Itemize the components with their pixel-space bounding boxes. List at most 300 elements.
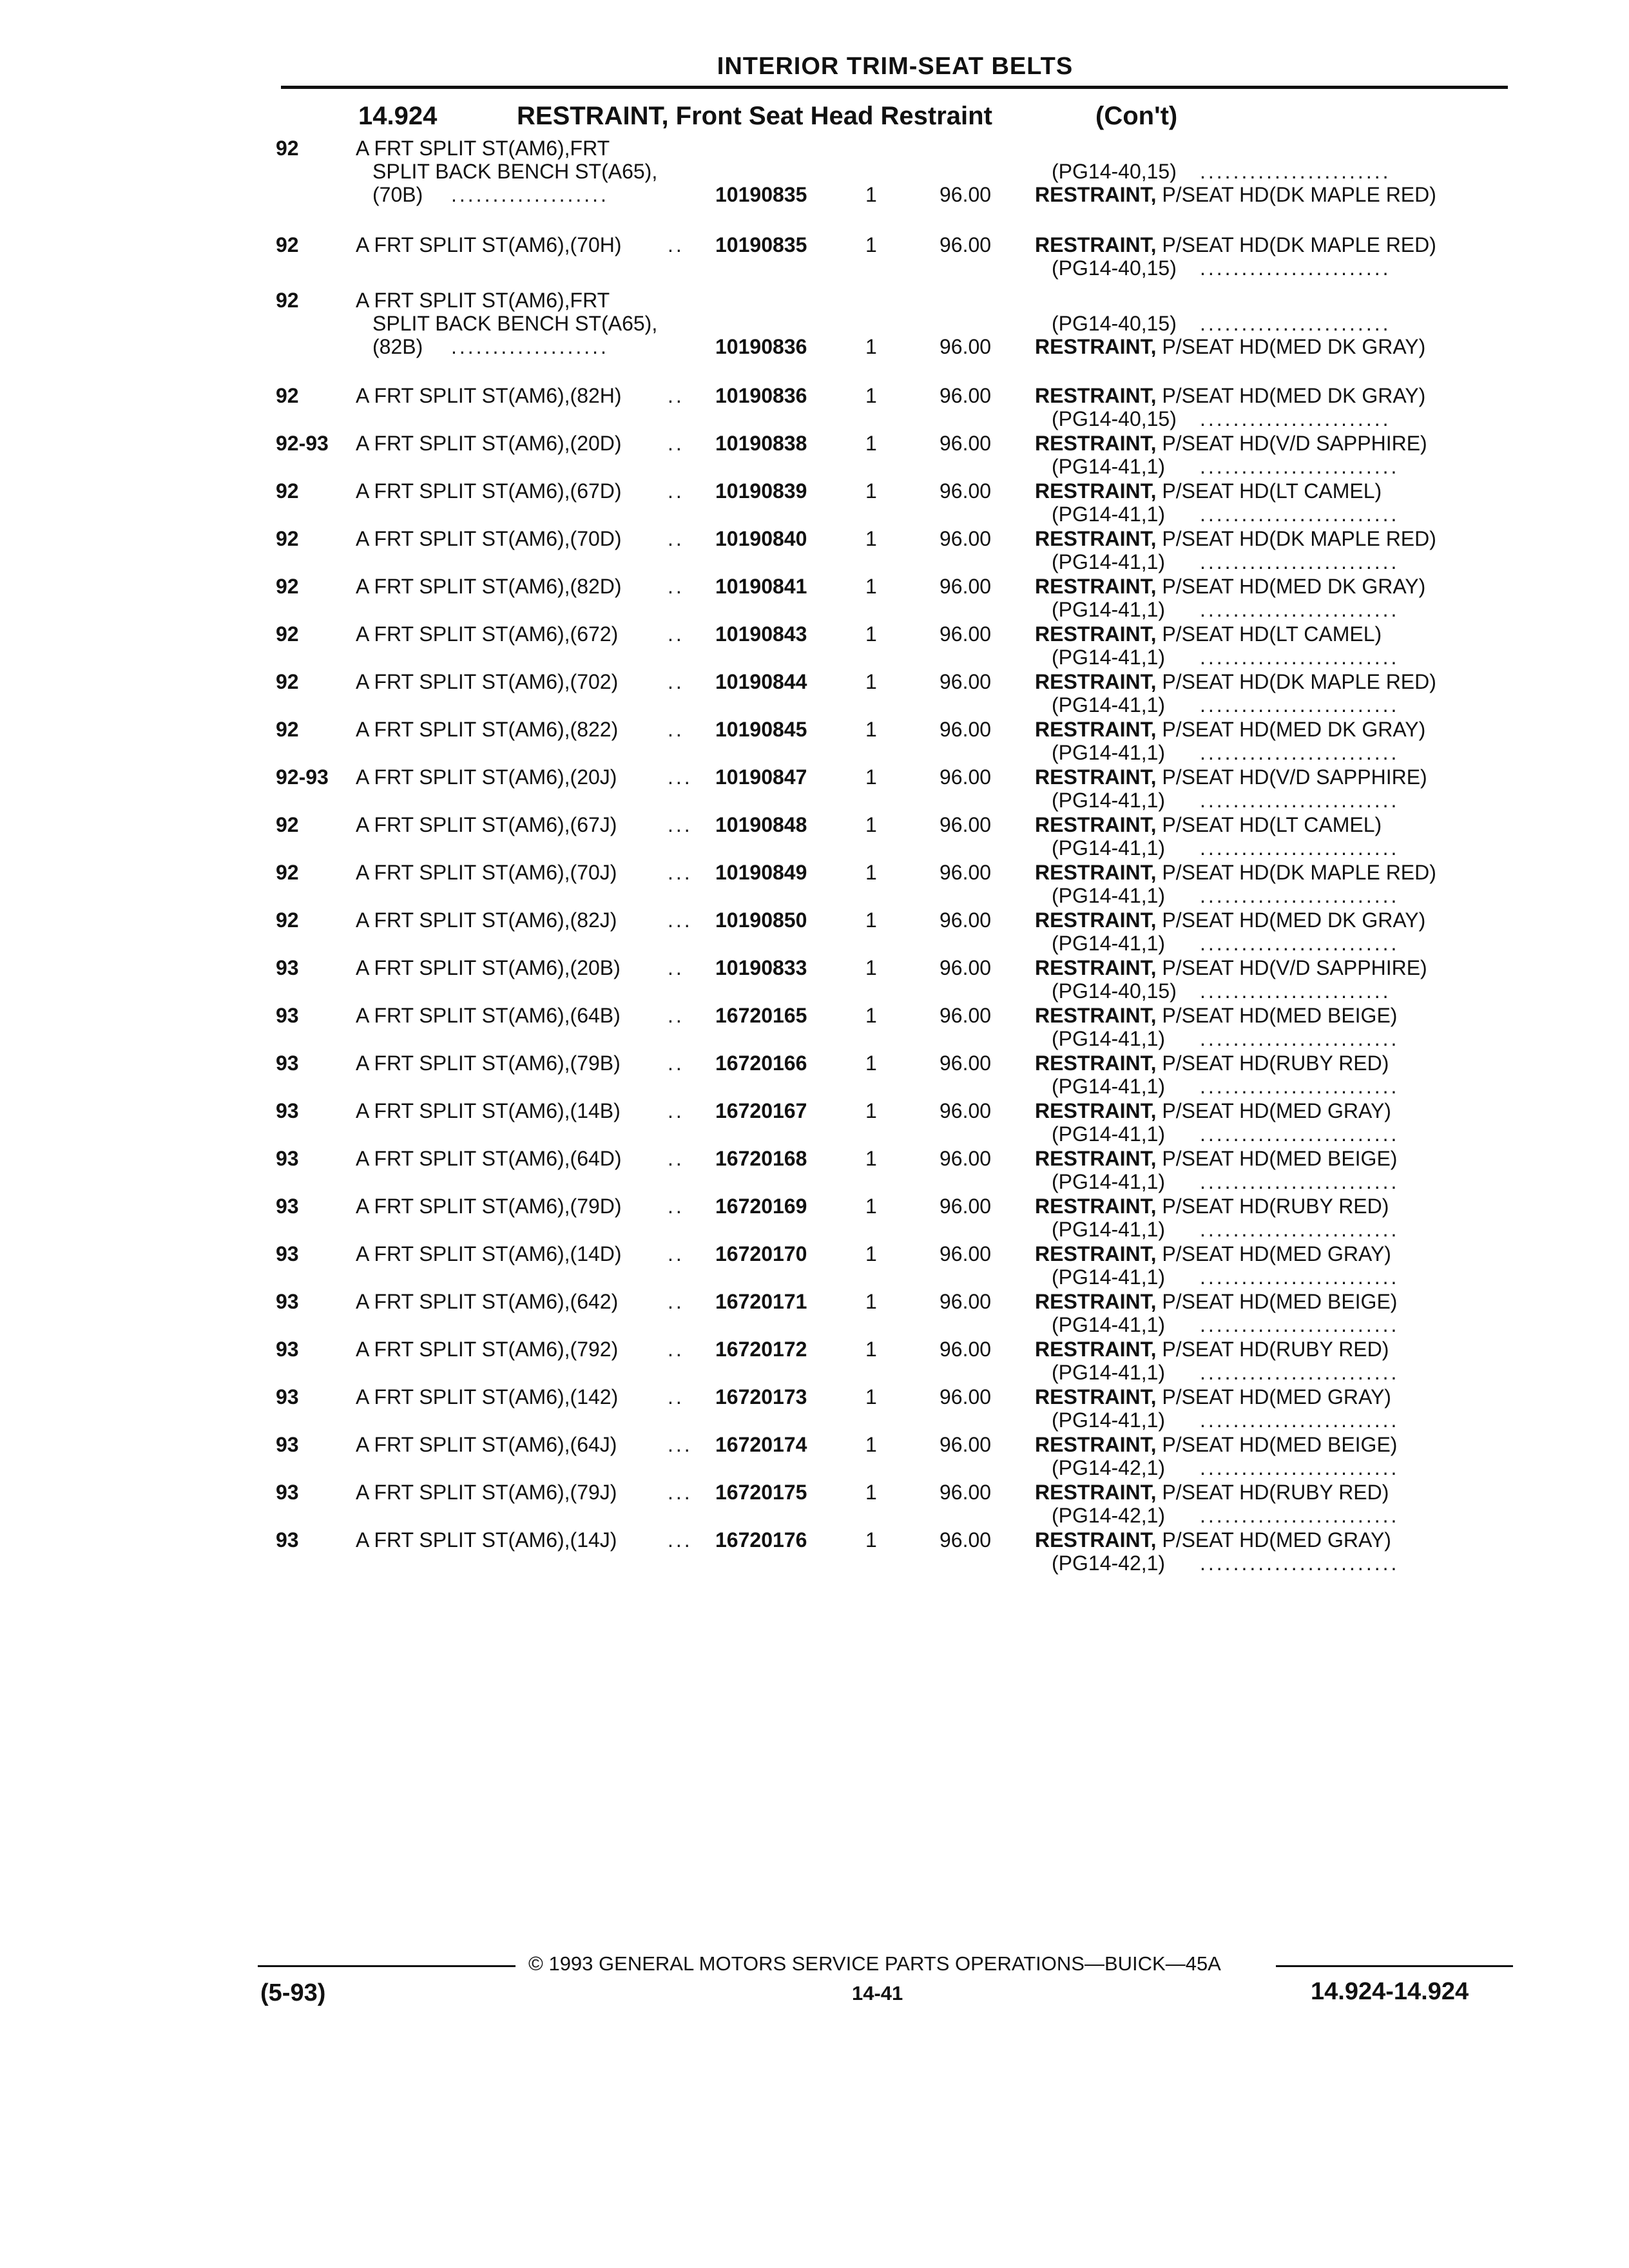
restraint-description [1035,335,1425,359]
part-description: A FRT SPLIT ST(AM6),(70J) [356,861,617,884]
dot-leader: ........................ [1200,741,1400,764]
part-number: 16720166 [715,1052,807,1075]
restraint-detail: P/SEAT HD(LT CAMEL) [1156,622,1382,646]
dot-leader: .. [668,432,684,455]
dot-leader: ... [668,1433,693,1456]
price: 96.00 [940,1338,992,1361]
page-reference: (PG14-40,15) [1052,407,1177,430]
dot-leader: ........................ [1200,1313,1400,1336]
dot-leader: ........................ [1200,455,1400,478]
part-number: 16720173 [715,1385,807,1408]
page-reference: (PG14-41,1) [1052,884,1166,907]
restraint-detail: P/SEAT HD(MED BEIGE) [1156,1290,1398,1313]
restraint-label: RESTRAINT, [1035,1242,1157,1265]
restraint-description [1035,384,1425,408]
page-reference: (PG14-40,15) [1052,160,1177,183]
table-row [0,575,1629,622]
part-number: 10190849 [715,861,807,884]
restraint-description [1035,1433,1397,1457]
dot-leader: .. [668,1099,684,1122]
restraint-description [1035,432,1427,456]
restraint-label: RESTRAINT, [1035,1385,1157,1408]
dot-leader: ........................ [1200,789,1400,812]
table-row [0,1242,1629,1290]
restraint-description [1035,765,1427,789]
description-line: A FRT SPLIT ST(AM6),FRT [356,289,610,312]
restraint-detail: P/SEAT HD(DK MAPLE RED) [1156,861,1436,884]
model-year: 93 [276,1052,299,1075]
price: 96.00 [940,1242,992,1265]
page-reference: (PG14-41,1) [1052,455,1166,478]
dot-leader: ... [668,813,693,836]
price: 96.00 [940,1433,992,1456]
restraint-description [1035,1052,1389,1075]
model-year: 93 [276,1385,299,1408]
price: 96.00 [940,670,992,693]
restraint-label: RESTRAINT, [1035,384,1157,407]
restraint-description [1035,622,1382,646]
part-number: 10190835 [715,183,807,206]
restraint-label: RESTRAINT, [1035,1290,1157,1313]
restraint-description [1035,1338,1389,1361]
page-reference: (PG14-41,1) [1052,1122,1166,1146]
part-number: 16720169 [715,1195,807,1218]
restraint-description [1035,956,1427,980]
restraint-detail: P/SEAT HD(MED DK GRAY) [1156,908,1426,932]
restraint-description [1035,479,1382,503]
dot-leader: ........................ [1200,1170,1400,1193]
restraint-label: RESTRAINT, [1035,1528,1157,1552]
quantity: 1 [865,861,877,884]
table-row [0,479,1629,527]
quantity: 1 [865,527,877,550]
model-year: 93 [276,1004,299,1027]
part-description: A FRT SPLIT ST(AM6),(142) [356,1385,619,1408]
footer-page-number: 14-41 [852,1982,903,2004]
page-reference: (PG14-41,1) [1052,1218,1166,1241]
part-number: 16720168 [715,1147,807,1170]
quantity: 1 [865,1528,877,1552]
price: 96.00 [940,335,992,358]
restraint-detail: P/SEAT HD(MED GRAY) [1156,1099,1391,1122]
restraint-description [1035,1147,1397,1171]
restraint-detail: P/SEAT HD(DK MAPLE RED) [1156,527,1436,550]
part-number: 10190848 [715,813,807,836]
table-row [0,137,1629,233]
part-number: 10190836 [715,384,807,407]
table-row [0,1481,1629,1528]
part-description: A FRT SPLIT ST(AM6),(79J) [356,1481,617,1504]
price: 96.00 [940,1290,992,1313]
dot-leader: ........................ [1200,646,1400,669]
footer-copyright: © 1993 GENERAL MOTORS SERVICE PARTS OPERATIONS—BUICK—45A [528,1952,1221,1975]
restraint-description [1035,718,1425,742]
dot-leader: ........................ [1200,503,1400,526]
restraint-description [1035,908,1425,932]
restraint-label: RESTRAINT, [1035,432,1157,455]
dot-leader: ........................ [1200,1408,1400,1432]
page-reference: (PG14-41,1) [1052,1408,1166,1432]
model-year: 92 [276,479,299,503]
quantity: 1 [865,335,877,358]
part-description: A FRT SPLIT ST(AM6),(79D) [356,1195,622,1218]
dot-leader: ........................ [1200,836,1400,860]
restraint-label: RESTRAINT, [1035,718,1157,741]
part-description: A FRT SPLIT ST(AM6),(20D) [356,432,622,455]
table-row [0,1290,1629,1338]
restraint-detail: P/SEAT HD(MED DK GRAY) [1156,384,1426,407]
quantity: 1 [865,956,877,979]
restraint-label: RESTRAINT, [1035,233,1157,256]
part-number: 16720172 [715,1338,807,1361]
restraint-description [1035,1242,1391,1266]
restraint-label: RESTRAINT, [1035,1147,1157,1170]
restraint-label: RESTRAINT, [1035,575,1157,598]
dot-leader: .. [668,1242,684,1265]
page-reference: (PG14-42,1) [1052,1504,1166,1527]
dot-leader: ................... [451,183,609,206]
part-number: 16720174 [715,1433,807,1456]
price: 96.00 [940,183,992,206]
price: 96.00 [940,432,992,455]
part-description: A FRT SPLIT ST(AM6),(79B) [356,1052,621,1075]
model-year: 92 [276,861,299,884]
dot-leader: .. [668,233,684,256]
part-description: A FRT SPLIT ST(AM6),(20J) [356,765,617,789]
quantity: 1 [865,1052,877,1075]
restraint-detail: P/SEAT HD(LT CAMEL) [1156,813,1382,836]
restraint-detail: P/SEAT HD(V/D SAPPHIRE) [1156,432,1427,455]
part-number: 10190833 [715,956,807,979]
table-row [0,1052,1629,1099]
restraint-detail: P/SEAT HD(MED DK GRAY) [1156,718,1426,741]
table-row [0,1385,1629,1433]
description-line: SPLIT BACK BENCH ST(A65), [372,160,658,183]
dot-leader: .. [668,1004,684,1027]
model-year: 92 [276,137,299,160]
quantity: 1 [865,622,877,646]
restraint-detail: P/SEAT HD(MED BEIGE) [1156,1147,1398,1170]
price: 96.00 [940,1052,992,1075]
dot-leader: ........................ [1200,884,1400,907]
page-reference: (PG14-41,1) [1052,1313,1166,1336]
model-year: 93 [276,1528,299,1552]
description-line: (82B) [372,335,423,358]
dot-leader: ........................ [1200,1552,1400,1575]
restraint-detail: P/SEAT HD(RUBY RED) [1156,1481,1389,1504]
model-year: 93 [276,1433,299,1456]
price: 96.00 [940,1481,992,1504]
dot-leader: .. [668,1052,684,1075]
price: 96.00 [940,813,992,836]
footer-rule-right [1276,1965,1513,1967]
page-reference: (PG14-40,15) [1052,312,1177,335]
part-description: A FRT SPLIT ST(AM6),(64J) [356,1433,617,1456]
restraint-detail: P/SEAT HD(MED BEIGE) [1156,1004,1398,1027]
quantity: 1 [865,718,877,741]
part-number: 16720167 [715,1099,807,1122]
page-reference: (PG14-41,1) [1052,1265,1166,1289]
table-row [0,1004,1629,1052]
footer-range: 14.924-14.924 [1311,1978,1469,2005]
part-number: 10190845 [715,718,807,741]
price: 96.00 [940,861,992,884]
restraint-detail: P/SEAT HD(DK MAPLE RED) [1156,233,1436,256]
page-reference: (PG14-41,1) [1052,503,1166,526]
quantity: 1 [865,813,877,836]
table-row [0,289,1629,385]
restraint-label: RESTRAINT, [1035,335,1157,358]
part-description: A FRT SPLIT ST(AM6),(67D) [356,479,622,503]
dot-leader: .. [668,1195,684,1218]
dot-leader: ....................... [1200,407,1391,430]
restraint-label: RESTRAINT, [1035,622,1157,646]
table-row [0,1195,1629,1242]
restraint-label: RESTRAINT, [1035,527,1157,550]
dot-leader: .. [668,575,684,598]
dot-leader: ........................ [1200,1265,1400,1289]
page-reference: (PG14-40,15) [1052,979,1177,1003]
part-description: A FRT SPLIT ST(AM6),(82H) [356,384,622,407]
dot-leader: .. [668,479,684,503]
price: 96.00 [940,908,992,932]
page-reference: (PG14-41,1) [1052,1027,1166,1050]
table-row [0,908,1629,956]
model-year: 93 [276,1195,299,1218]
price: 96.00 [940,718,992,741]
restraint-description [1035,1290,1397,1314]
page-reference: (PG14-42,1) [1052,1552,1166,1575]
quantity: 1 [865,765,877,789]
quantity: 1 [865,432,877,455]
quantity: 1 [865,1195,877,1218]
restraint-detail: P/SEAT HD(V/D SAPPHIRE) [1156,956,1427,979]
quantity: 1 [865,1290,877,1313]
restraint-detail: P/SEAT HD(DK MAPLE RED) [1156,670,1436,693]
dot-leader: ... [668,765,693,789]
part-number: 10190836 [715,335,807,358]
model-year: 93 [276,1099,299,1122]
restraint-label: RESTRAINT, [1035,956,1157,979]
part-description: A FRT SPLIT ST(AM6),(64D) [356,1147,622,1170]
part-description: A FRT SPLIT ST(AM6),(702) [356,670,619,693]
part-number: 10190843 [715,622,807,646]
part-number: 10190844 [715,670,807,693]
price: 96.00 [940,1147,992,1170]
dot-leader: .. [668,527,684,550]
dot-leader: .. [668,384,684,407]
part-description: A FRT SPLIT ST(AM6),(70H) [356,233,622,256]
model-year: 93 [276,1481,299,1504]
dot-leader: ........................ [1200,1122,1400,1146]
part-description: A FRT SPLIT ST(AM6),(14J) [356,1528,617,1552]
dot-leader: .. [668,1385,684,1408]
model-year: 93 [276,1290,299,1313]
restraint-detail: P/SEAT HD(RUBY RED) [1156,1195,1389,1218]
dot-leader: ........................ [1200,1361,1400,1384]
restraint-label: RESTRAINT, [1035,1052,1157,1075]
footer-rule-left [258,1965,516,1967]
restraint-description [1035,670,1436,694]
table-row [0,861,1629,908]
page-reference: (PG14-41,1) [1052,1075,1166,1098]
quantity: 1 [865,908,877,932]
table-row [0,670,1629,718]
dot-leader: ....................... [1200,256,1391,280]
dot-leader: ........................ [1200,932,1400,955]
restraint-detail: P/SEAT HD(MED DK GRAY) [1156,575,1426,598]
price: 96.00 [940,956,992,979]
part-description: A FRT SPLIT ST(AM6),(14B) [356,1099,621,1122]
restraint-label: RESTRAINT, [1035,765,1157,789]
dot-leader: ....................... [1200,312,1391,335]
dot-leader: ... [668,1481,693,1504]
model-year: 92-93 [276,432,329,455]
table-row [0,432,1629,479]
restraint-detail: P/SEAT HD(MED GRAY) [1156,1528,1391,1552]
restraint-label: RESTRAINT, [1035,1481,1157,1504]
price: 96.00 [940,1528,992,1552]
page-reference: (PG14-41,1) [1052,741,1166,764]
restraint-description [1035,861,1436,885]
quantity: 1 [865,384,877,407]
quantity: 1 [865,183,877,206]
restraint-description [1035,1528,1391,1552]
quantity: 1 [865,479,877,503]
table-row [0,1338,1629,1385]
quantity: 1 [865,575,877,598]
table-row [0,1528,1629,1576]
model-year: 92 [276,289,299,312]
model-year: 92 [276,575,299,598]
quantity: 1 [865,1242,877,1265]
quantity: 1 [865,1004,877,1027]
restraint-label: RESTRAINT, [1035,1099,1157,1122]
page-reference: (PG14-40,15) [1052,256,1177,280]
page-reference: (PG14-41,1) [1052,550,1166,573]
page-reference: (PG14-41,1) [1052,789,1166,812]
model-year: 92 [276,718,299,741]
part-number: 10190835 [715,233,807,256]
restraint-label: RESTRAINT, [1035,1338,1157,1361]
page-reference: (PG14-41,1) [1052,598,1166,621]
header-rule [281,86,1508,89]
model-year: 92 [276,813,299,836]
price: 96.00 [940,384,992,407]
model-year: 92 [276,622,299,646]
dot-leader: ... [668,908,693,932]
restraint-label: RESTRAINT, [1035,1004,1157,1027]
part-number: 16720170 [715,1242,807,1265]
restraint-description [1035,575,1425,599]
model-year: 93 [276,1147,299,1170]
model-year: 92 [276,233,299,256]
price: 96.00 [940,1195,992,1218]
price: 96.00 [940,1385,992,1408]
table-row [0,956,1629,1004]
table-row [0,813,1629,861]
table-row [0,1147,1629,1195]
dot-leader: ... [668,1528,693,1552]
part-number: 16720165 [715,1004,807,1027]
dot-leader: ... [668,861,693,884]
dot-leader: .. [668,622,684,646]
quantity: 1 [865,670,877,693]
page-reference: (PG14-41,1) [1052,932,1166,955]
part-description: A FRT SPLIT ST(AM6),(70D) [356,527,622,550]
price: 96.00 [940,527,992,550]
restraint-label: RESTRAINT, [1035,479,1157,503]
dot-leader: .. [668,956,684,979]
part-number: 10190850 [715,908,807,932]
table-row [0,1433,1629,1481]
table-row [0,765,1629,813]
price: 96.00 [940,1004,992,1027]
price: 96.00 [940,622,992,646]
table-row [0,527,1629,575]
part-number: 10190841 [715,575,807,598]
part-description: A FRT SPLIT ST(AM6),(82D) [356,575,622,598]
quantity: 1 [865,233,877,256]
dot-leader: ....................... [1200,979,1391,1003]
quantity: 1 [865,1338,877,1361]
restraint-description [1035,813,1382,837]
page-header-title: INTERIOR TRIM-SEAT BELTS [717,53,1074,80]
dot-leader: ....................... [1200,160,1391,183]
restraint-description [1035,1004,1397,1028]
model-year: 93 [276,1338,299,1361]
dot-leader: ........................ [1200,1218,1400,1241]
quantity: 1 [865,1433,877,1456]
section-title: RESTRAINT, Front Seat Head Restraint [517,102,992,130]
part-description: A FRT SPLIT ST(AM6),(792) [356,1338,619,1361]
quantity: 1 [865,1099,877,1122]
table-row [0,1099,1629,1147]
part-description: A FRT SPLIT ST(AM6),(822) [356,718,619,741]
model-year: 92 [276,527,299,550]
model-year: 92-93 [276,765,329,789]
table-row [0,622,1629,670]
section-number: 14.924 [358,102,438,130]
price: 96.00 [940,1099,992,1122]
page-reference: (PG14-41,1) [1052,646,1166,669]
restraint-detail: P/SEAT HD(V/D SAPPHIRE) [1156,765,1427,789]
restraint-label: RESTRAINT, [1035,908,1157,932]
table-row [0,718,1629,765]
footer-date: (5-93) [260,1979,326,2006]
dot-leader: .. [668,670,684,693]
quantity: 1 [865,1481,877,1504]
part-description: A FRT SPLIT ST(AM6),(642) [356,1290,619,1313]
restraint-label: RESTRAINT, [1035,183,1157,206]
part-description: A FRT SPLIT ST(AM6),(14D) [356,1242,622,1265]
restraint-label: RESTRAINT, [1035,813,1157,836]
part-number: 10190840 [715,527,807,550]
price: 96.00 [940,233,992,256]
price: 96.00 [940,575,992,598]
part-number: 16720176 [715,1528,807,1552]
dot-leader: ........................ [1200,550,1400,573]
restraint-label: RESTRAINT, [1035,1195,1157,1218]
restraint-label: RESTRAINT, [1035,1433,1157,1456]
page-reference: (PG14-41,1) [1052,1170,1166,1193]
restraint-description [1035,1195,1389,1218]
part-number: 10190847 [715,765,807,789]
restraint-detail: P/SEAT HD(MED DK GRAY) [1156,335,1426,358]
model-year: 93 [276,1242,299,1265]
part-description: A FRT SPLIT ST(AM6),(672) [356,622,619,646]
description-line: A FRT SPLIT ST(AM6),FRT [356,137,610,160]
